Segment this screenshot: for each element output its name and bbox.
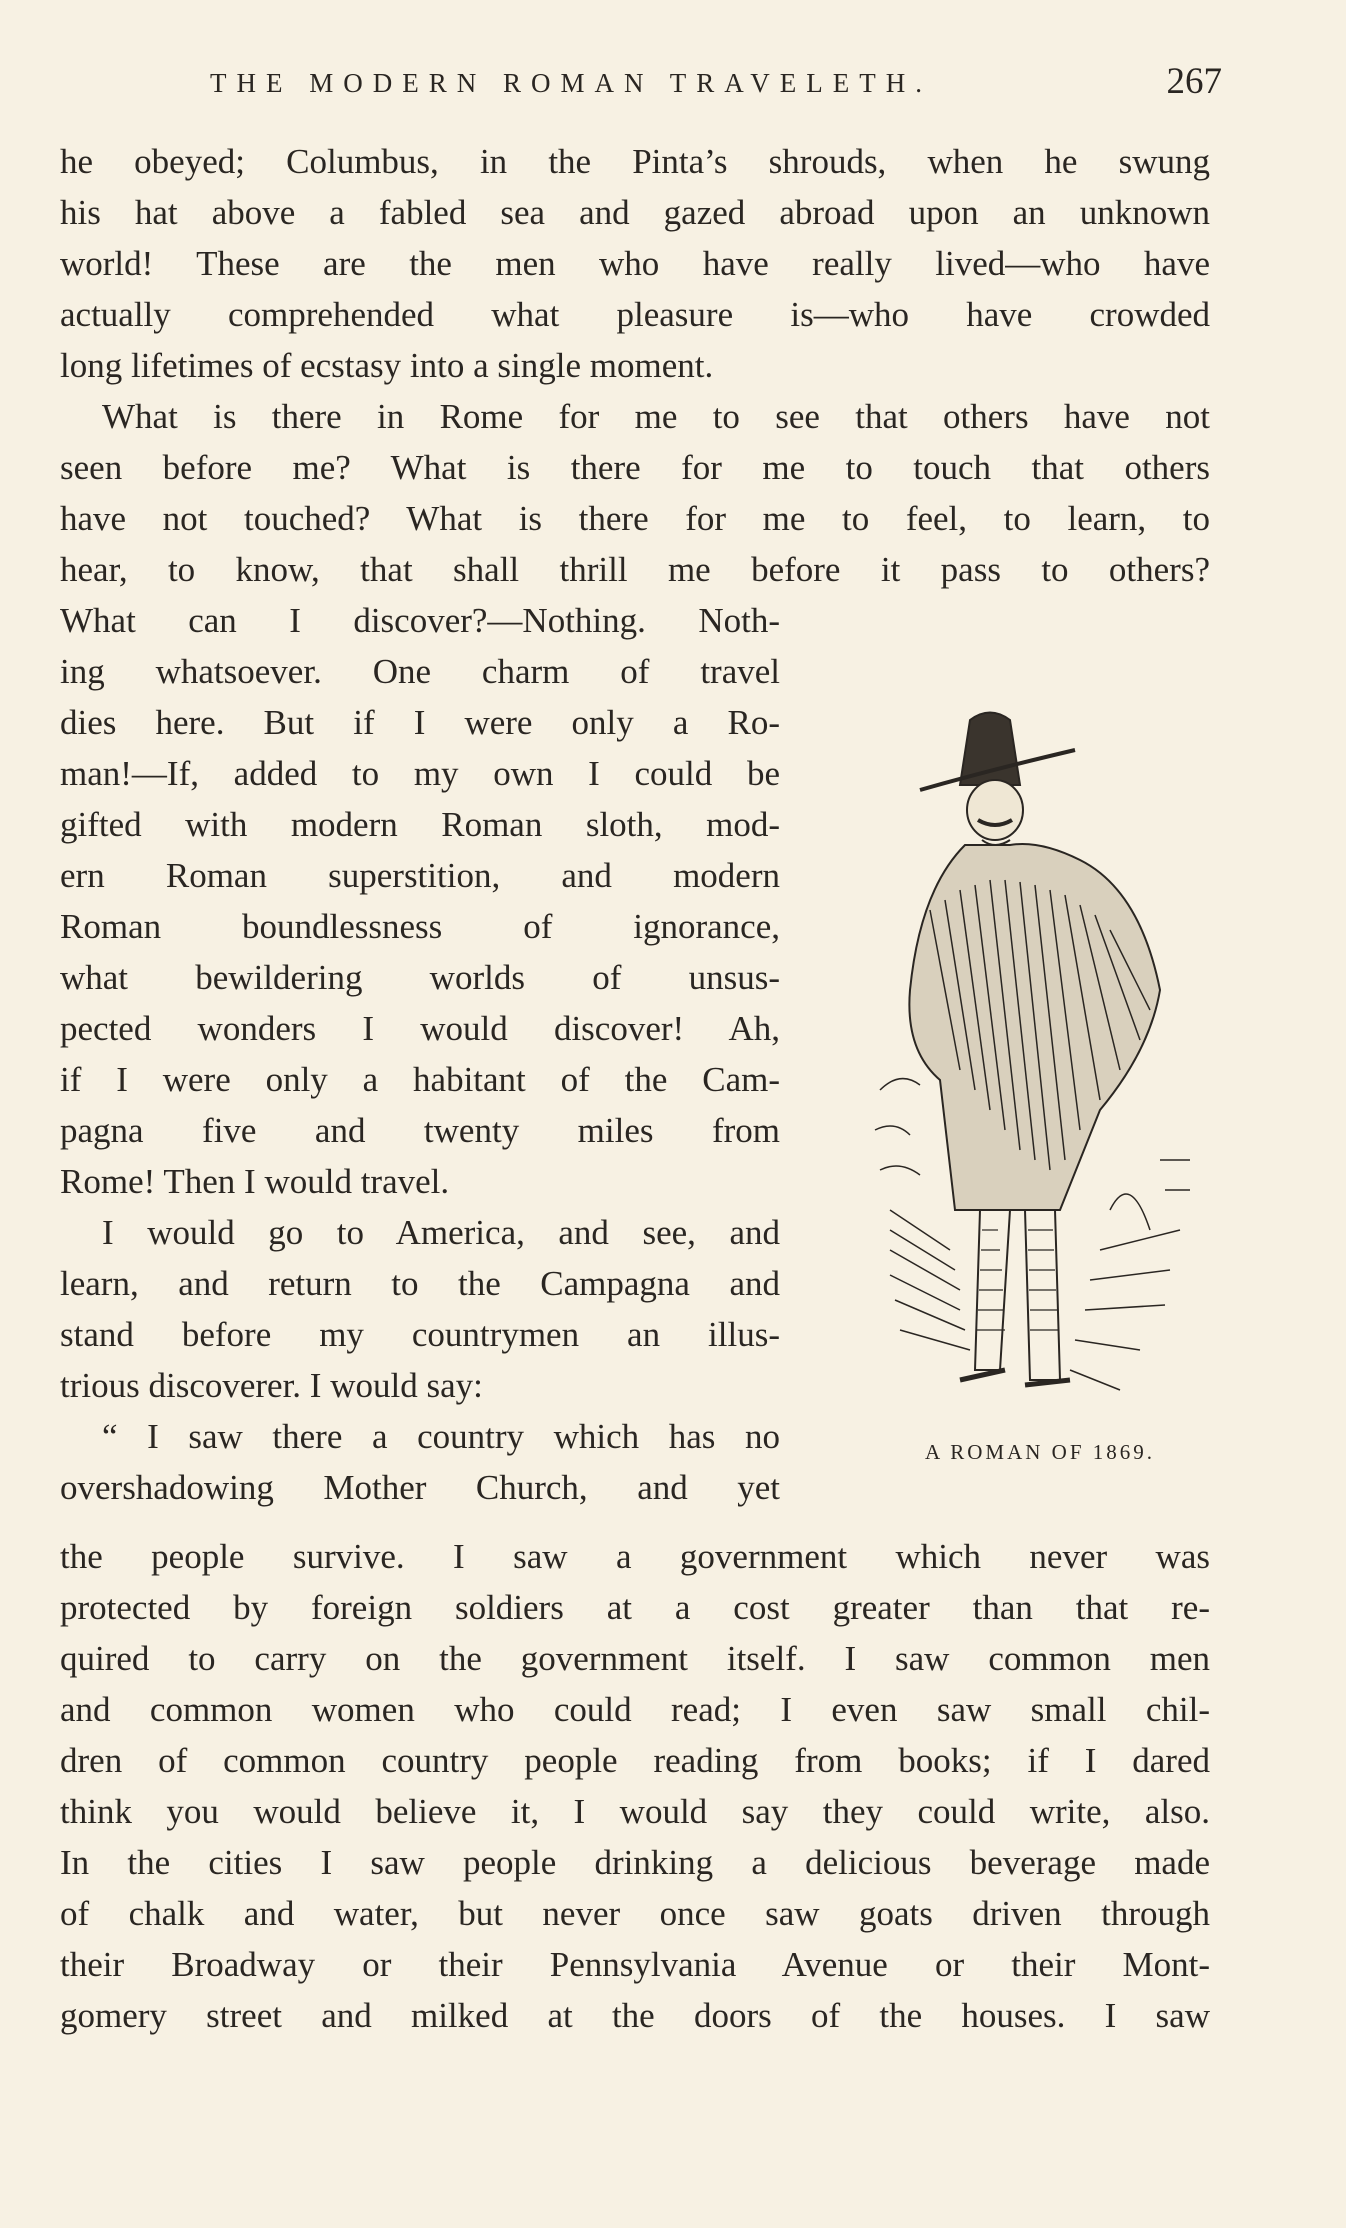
text-line: overshadowing Mother Church, and yet xyxy=(60,1468,780,1507)
text-line: pagna five and twenty miles from xyxy=(60,1111,780,1150)
text-line: learn, and return to the Campagna and xyxy=(60,1264,780,1303)
text-line: gomery street and milked at the doors of the houses. I saw xyxy=(60,1996,1210,2035)
text-line: gifted with modern Roman sloth, mod- xyxy=(60,805,780,844)
text-line: what bewildering worlds of unsus- xyxy=(60,958,780,997)
text-line: if I were only a habitant of the Cam- xyxy=(60,1060,780,1099)
text-line: and common women who could read; I even saw small chil- xyxy=(60,1690,1210,1729)
text-line: protected by foreign soldiers at a cost greater than that re- xyxy=(60,1588,1210,1627)
text-line: their Broadway or their Pennsylvania Avenue or their Mont- xyxy=(60,1945,1210,1984)
page-header xyxy=(60,61,1222,108)
text-line: trious discoverer. I would say: xyxy=(60,1366,483,1405)
text-line: of chalk and water, but never once saw goats driven through xyxy=(60,1894,1210,1933)
text-line: actually comprehended what pleasure is—who have crowded xyxy=(60,295,1210,334)
text-line: What can I discover?—Nothing. Noth- xyxy=(60,601,780,640)
text-line: stand before my countrymen an illus- xyxy=(60,1315,780,1354)
text-line: dies here. But if I were only a Ro- xyxy=(60,703,780,742)
running-title: THE MODERN ROMAN TRAVELETH. xyxy=(210,68,932,98)
text-line: ern Roman superstition, and modern xyxy=(60,856,780,895)
text-line: he obeyed; Columbus, in the Pinta’s shrouds, when he swung xyxy=(60,142,1210,181)
text-line: Rome! Then I would travel. xyxy=(60,1162,450,1201)
text-line: hear, to know, that shall thrill me before it pass to others? xyxy=(60,550,1210,589)
text-line: dren of common country people reading from books; if I dared xyxy=(60,1741,1210,1780)
text-line: long lifetimes of ecstasy into a single moment. xyxy=(60,346,714,385)
text-line: What is there in Rome for me to see that others have not xyxy=(102,397,1210,436)
text-line: pected wonders I would discover! Ah, xyxy=(60,1009,780,1048)
roman-figure-illustration xyxy=(860,690,1200,1430)
page-number: 267 xyxy=(1166,61,1222,102)
text-line: quired to carry on the government itself. I saw common men xyxy=(60,1639,1210,1678)
text-line: think you would believe it, I would say they could write, also. xyxy=(60,1792,1210,1831)
text-line: ing whatsoever. One charm of travel xyxy=(60,652,780,691)
text-line: world! These are the men who have really lived—who have xyxy=(60,244,1210,283)
text-line: have not touched? What is there for me to feel, to learn, to xyxy=(60,499,1210,538)
text-line: In the cities I saw people drinking a delicious beverage made xyxy=(60,1843,1210,1882)
text-line: I would go to America, and see, and xyxy=(102,1213,780,1252)
text-line: seen before me? What is there for me to touch that others xyxy=(60,448,1210,487)
text-line: man!—If, added to my own I could be xyxy=(60,754,780,793)
text-line: his hat above a fabled sea and gazed abroad upon an unknown xyxy=(60,193,1210,232)
figure-caption: A ROMAN OF 1869. xyxy=(924,1440,1156,1464)
text-line: Roman boundlessness of ignorance, xyxy=(60,907,780,946)
text-line: “ I saw there a country which has no xyxy=(102,1417,780,1456)
text-line: the people survive. I saw a government which never was xyxy=(60,1537,1210,1576)
